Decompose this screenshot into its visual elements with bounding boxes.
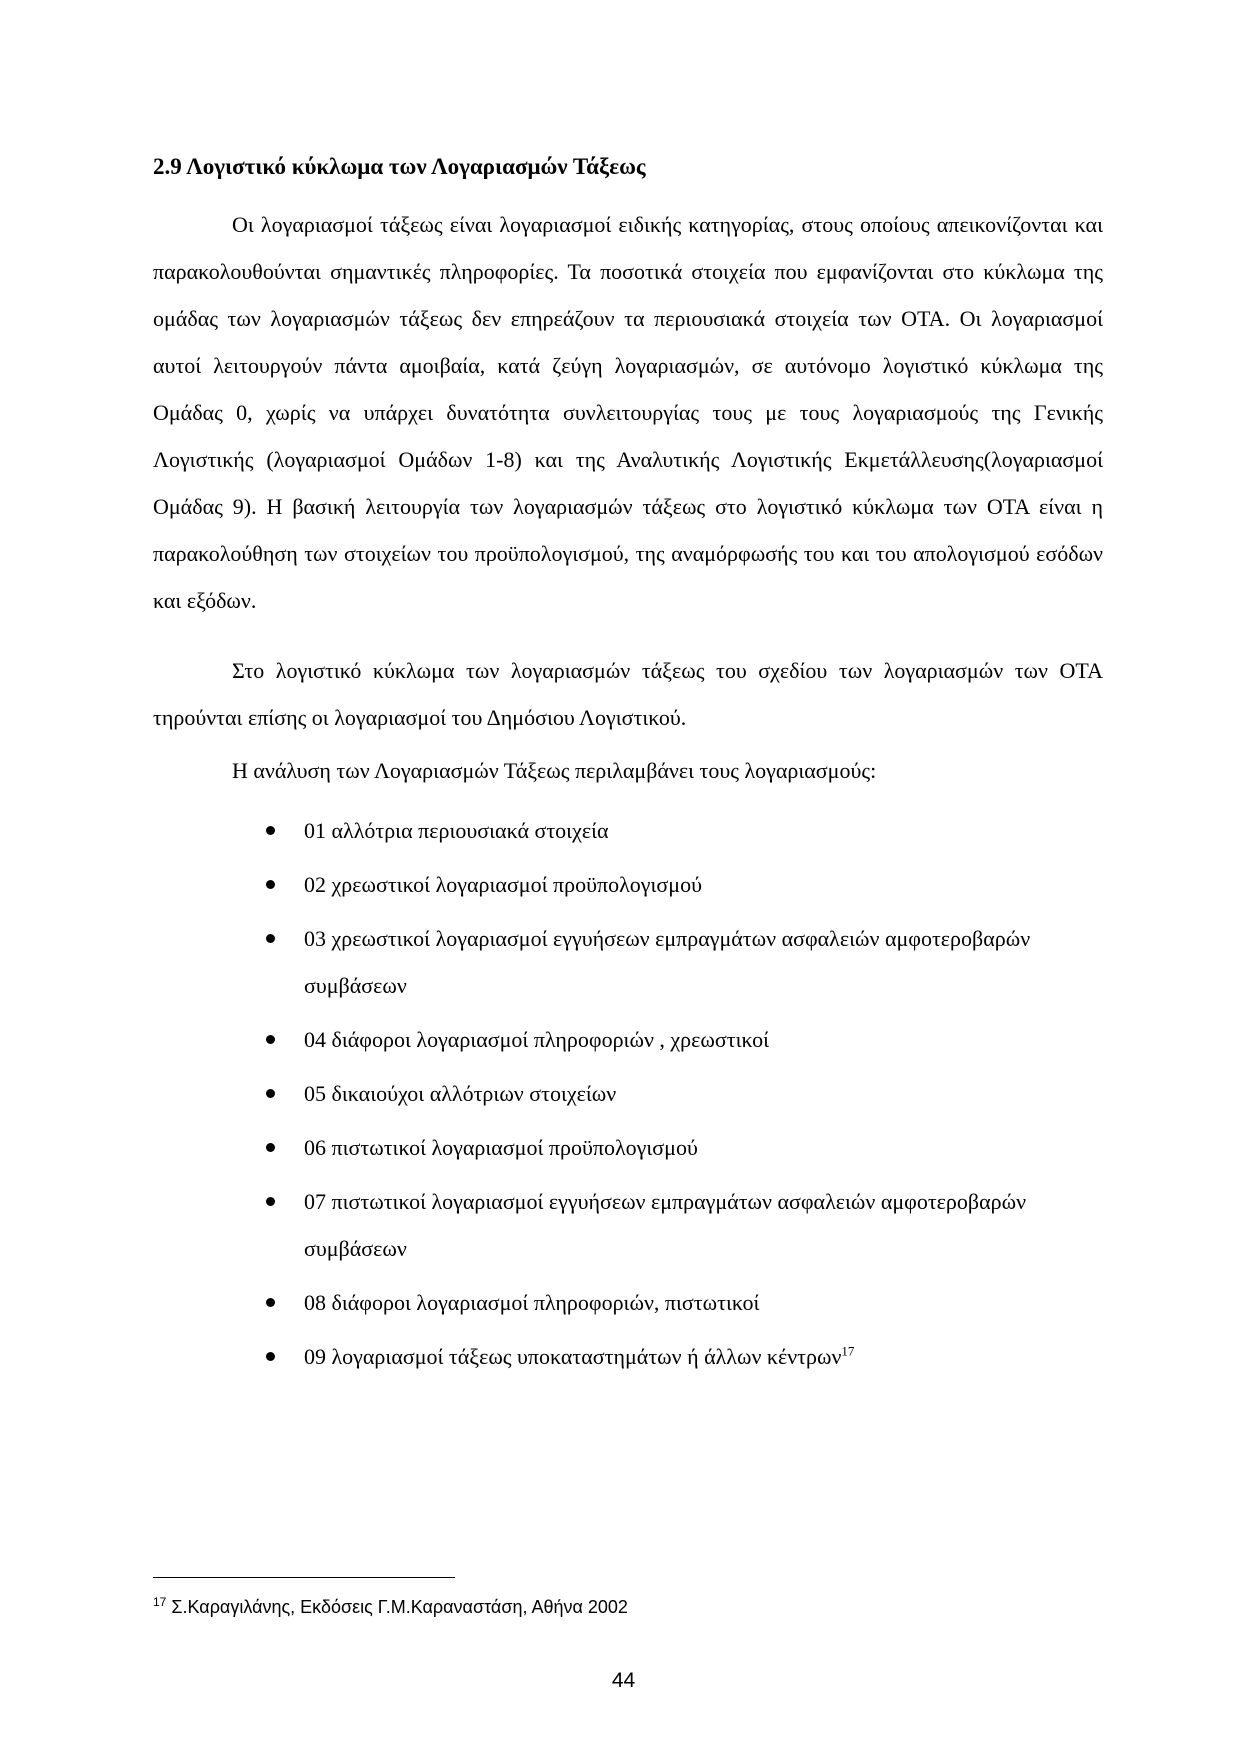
list-item <box>153 1016 1103 1063</box>
page-number: 44 <box>611 1669 636 1692</box>
list-item <box>153 1333 1103 1380</box>
bullet-icon <box>266 1143 275 1152</box>
list-item-text: 07 πιστωτικοί λογαριασμοί εγγυήσεων εμπραγμάτων ασφαλειών αμφοτεροβαρών συμβάσεων <box>304 1189 1027 1261</box>
bullet-icon <box>266 934 275 943</box>
paragraph-public-accounting: Στο λογιστικό κύκλωμα των λογαριασμών τάξεως του σχεδίου των λογαριασμών των ΟΤΑ τηρούνται επίσης οι λογαριασμοί του Δημόσιου Λογιστικού. <box>153 658 1103 730</box>
list-item-text: 03 χρεωστικοί λογαριασμοί εγγυήσεων εμπραγμάτων ασφαλειών αμφοτεροβαρών συμβάσεων <box>304 926 1031 998</box>
list-item <box>153 861 1103 908</box>
list-item <box>153 1124 1103 1171</box>
accounts-list <box>153 807 1103 1387</box>
list-item <box>153 1178 1103 1272</box>
list-item-text: 01 αλλότρια περιουσιακά στοιχεία <box>304 818 609 843</box>
list-item <box>153 915 1103 1009</box>
bullet-icon <box>266 1197 275 1206</box>
list-item-text: 06 πιστωτικοί λογαριασμοί προϋπολογισμού <box>304 1135 698 1160</box>
section-heading: 2.9 Λογιστικό κύκλωμα των Λογαριασμών Τάξεως <box>153 154 646 179</box>
list-item-text: 05 δικαιούχοι αλλότριων στοιχείων <box>304 1081 617 1106</box>
footnote-number: 17 <box>153 1595 167 1609</box>
paragraph-intro: Οι λογαριασμοί τάξεως είναι λογαριασμοί ειδικής κατηγορίας, στους οποίους απεικονίζονται και παρακολουθούνται σημαντικές πληροφορίες. Τα ποσοτικά στοιχεία που εμφανίζονται στο κύκλωμα της ομάδας των λογαριασμών τάξεως δεν επηρεάζουν τα περιουσιακά στοιχεία των ΟΤΑ. Οι λογαριασμοί αυτοί λειτουργούν πάντα αμοιβαία, κατά ζεύγη λογαριασμών, σε αυτόνομο λογιστικό κύκλωμα της Ομάδας 0, χωρίς να υπάρχει δυνατότητα συνλειτουργίας τους με τους λογαριασμούς της Γενικής Λογιστικής (λογαριασμοί Ομάδων 1-8) και της Αναλυτικής Λογιστικής Εκμετάλλευσης(λογαριασμοί Ομάδας 9). Η βασική λειτουργία των λογαριασμών τάξεως στο λογιστικό κύκλωμα των ΟΤΑ είναι η παρακολούθηση των στοιχείων του προϋπολογισμού, της αναμόρφωσής του και του απολογισμού εσόδων και εξόδων. <box>153 212 1103 613</box>
footnote <box>153 1594 628 1620</box>
bullet-icon <box>266 826 275 835</box>
footnote-text: Σ.Καραγιλάνης, Εκδόσεις Γ.Μ.Καραναστάση, Αθήνα 2002 <box>171 1597 628 1617</box>
bullet-icon <box>266 1352 275 1361</box>
list-item-text: 04 διάφοροι λογαριασμοί πληροφοριών , χρεωστικοί <box>304 1027 770 1052</box>
list-item-text: 08 διάφοροι λογαριασμοί πληροφοριών, πιστωτικοί <box>304 1290 760 1315</box>
footnote-divider <box>153 1577 455 1578</box>
list-item-text: 02 χρεωστικοί λογαριασμοί προϋπολογισμού <box>304 872 702 897</box>
bullet-icon <box>266 1298 275 1307</box>
list-item <box>153 807 1103 854</box>
list-item <box>153 1279 1103 1326</box>
footnote-reference[interactable]: 17 <box>841 1343 855 1359</box>
bullet-icon <box>266 1089 275 1098</box>
bullet-icon <box>266 880 275 889</box>
list-item-text: 09 λογαριασμοί τάξεως υποκαταστημάτων ή άλλων κέντρων <box>304 1344 842 1369</box>
bullet-icon <box>266 1035 275 1044</box>
list-item <box>153 1070 1103 1117</box>
paragraph-list-intro: Η ανάλυση των Λογαριασμών Τάξεως περιλαμβάνει τους λογαριασμούς: <box>232 758 877 783</box>
